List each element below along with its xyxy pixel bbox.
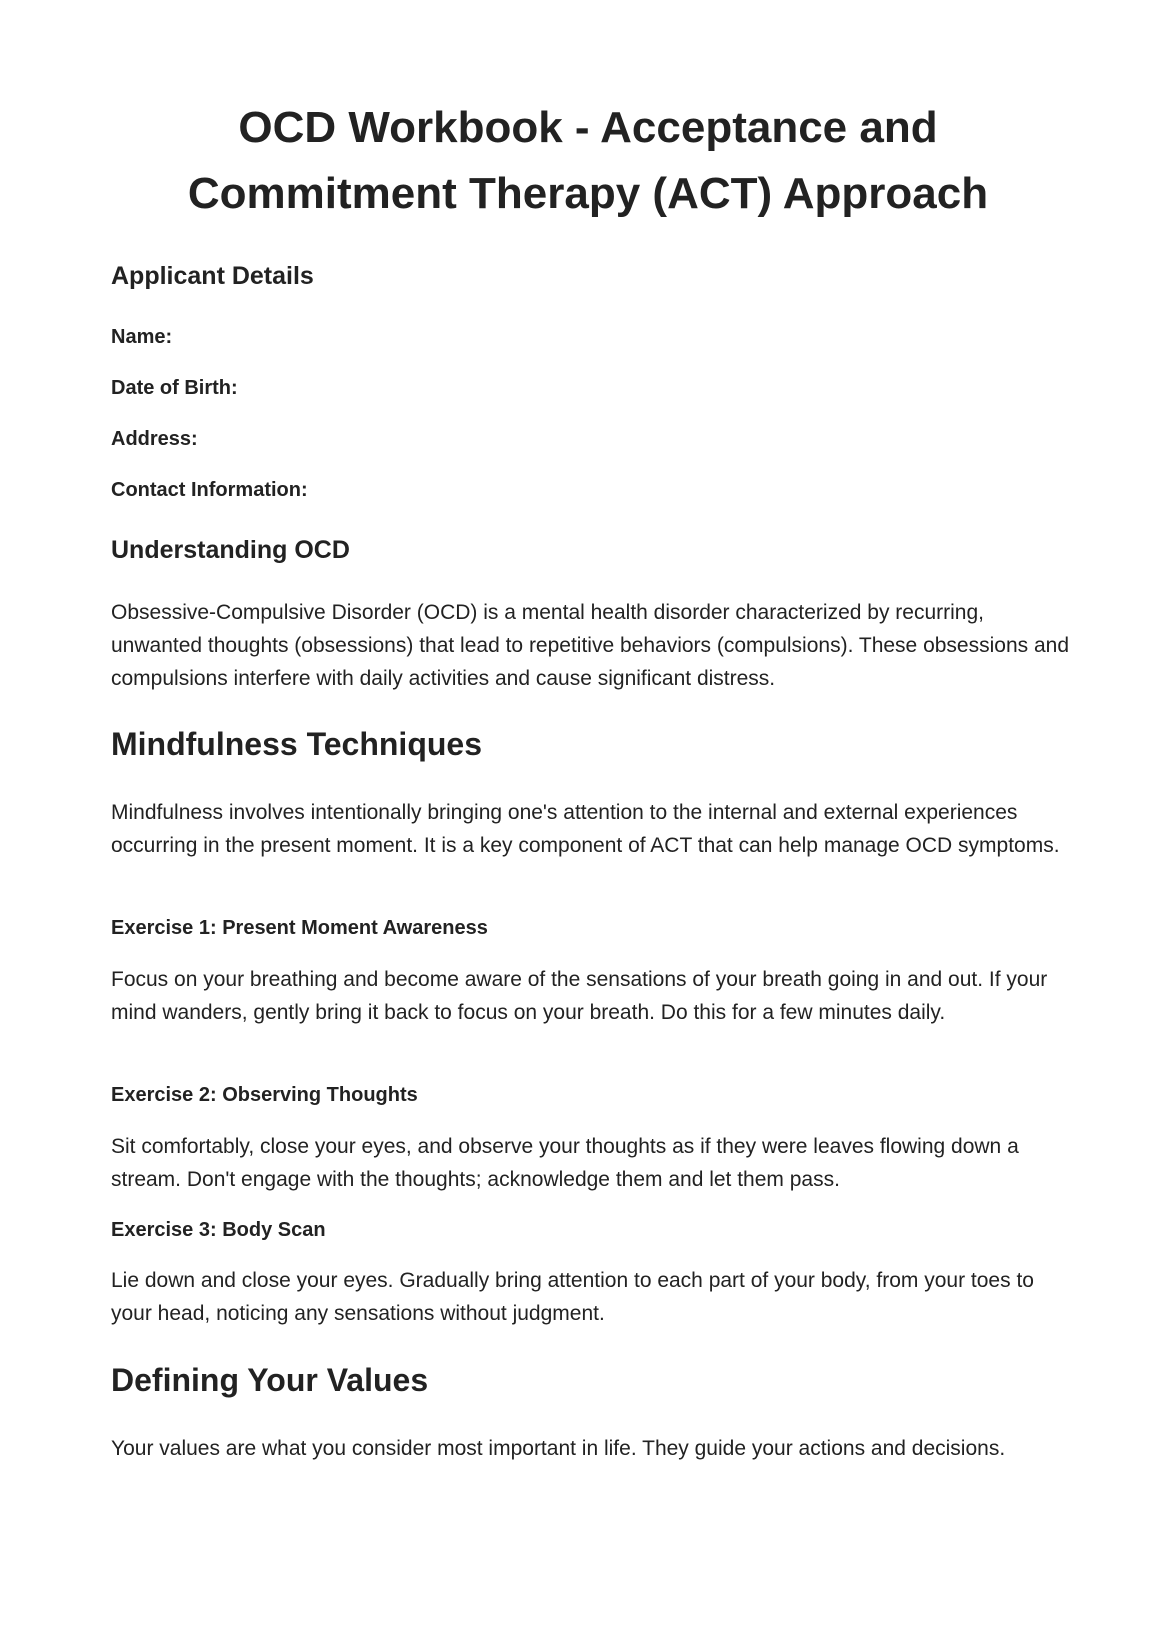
address-label: Address: bbox=[111, 428, 198, 450]
values-text: Your values are what you consider most important in life. They guide your actions and decisions. bbox=[111, 1437, 1006, 1460]
name-label: Name: bbox=[111, 326, 173, 348]
mindfulness-heading: Mindfulness Techniques bbox=[111, 726, 482, 762]
values-heading: Defining Your Values bbox=[111, 1362, 429, 1398]
exercise-2-text: Sit comfortably, close your eyes, and observe your thoughts as if they were leaves flowing down a stream. Don't engage with the thoughts; acknowledge them and let them pass. bbox=[111, 1135, 1019, 1191]
exercise-2-title: Exercise 2: Observing Thoughts bbox=[111, 1084, 418, 1106]
contact-label: Contact Information: bbox=[111, 479, 308, 501]
exercise-1-text: Focus on your breathing and become aware of the sensations of your breath going in and out. If your mind wanders, gently bring it back to focus on your breath. Do this for a few minutes daily. bbox=[111, 968, 1048, 1024]
exercise-1-title: Exercise 1: Present Moment Awareness bbox=[111, 917, 488, 939]
exercise-3-title: Exercise 3: Body Scan bbox=[111, 1219, 326, 1241]
understanding-text: Obsessive-Compulsive Disorder (OCD) is a mental health disorder characterized by recurring, unwanted thoughts (obsessions) that lead to repetitive behaviors (compulsions). These obsessions and compulsions interfere with daily activities and cause significant distress. bbox=[111, 601, 1070, 690]
applicant-heading: Applicant Details bbox=[111, 262, 314, 290]
dob-label: Date of Birth: bbox=[111, 377, 238, 399]
exercise-3-text: Lie down and close your eyes. Gradually bring attention to each part of your body, from your toes to your head, noticing any sensations without judgment. bbox=[111, 1269, 1034, 1325]
page-title: OCD Workbook - Acceptance and Commitment Therapy (ACT) Approach bbox=[187, 103, 989, 218]
understanding-heading: Understanding OCD bbox=[111, 536, 350, 564]
mindfulness-text: Mindfulness involves intentionally bringing one's attention to the internal and external experiences occurring in the present moment. It is a key component of ACT that can help manage OCD symptoms. bbox=[111, 801, 1060, 857]
